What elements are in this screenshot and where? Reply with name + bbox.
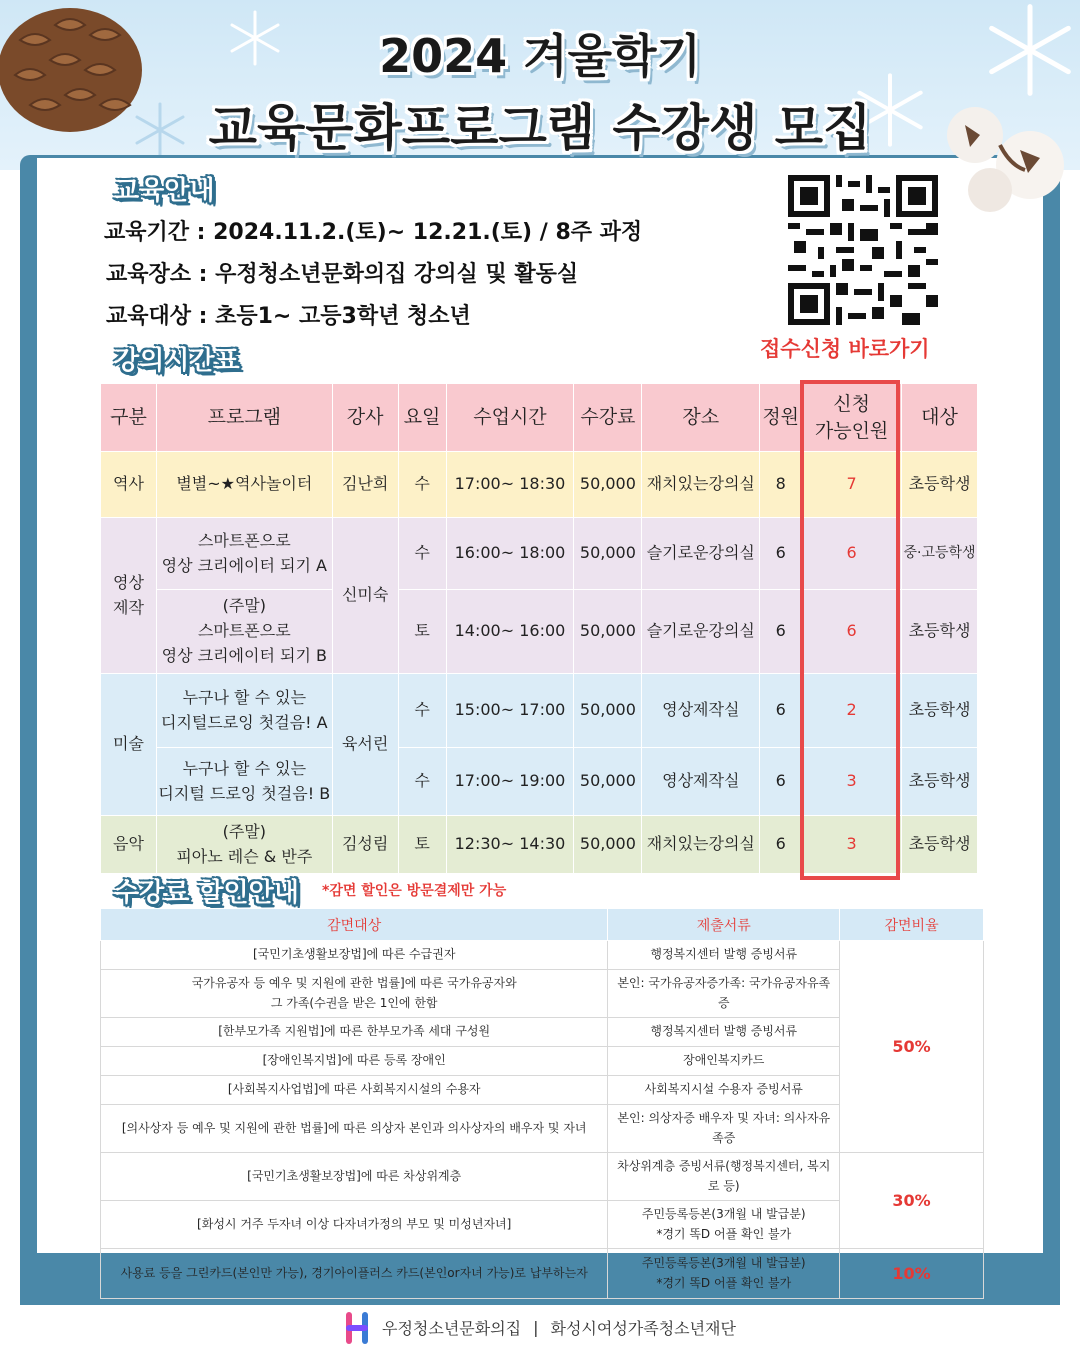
- day-cell: 수: [398, 518, 446, 590]
- column-header: 감면대상: [101, 909, 608, 941]
- column-header: 신청 가능인원: [802, 384, 902, 452]
- discount-docs-cell: 본인: 의상자증 배우자 및 자녀: 의사자유 족증: [608, 1105, 840, 1153]
- capacity-cell: 6: [760, 748, 802, 816]
- fee-cell: 50,000: [574, 452, 642, 518]
- available-cell: 6: [802, 518, 902, 590]
- footer-org2: 화성시여성가족청소년재단: [550, 1319, 736, 1338]
- discount-note: *감면 할인은 방문결제만 가능: [322, 883, 507, 899]
- table-row: [101, 1153, 984, 1201]
- column-header: 구분: [101, 384, 157, 452]
- available-cell: 3: [802, 748, 902, 816]
- discount-docs-cell: 주민등록등본(3개월 내 발급분) *경기 똑D 어플 확인 불가: [608, 1201, 840, 1249]
- capacity-cell: 6: [760, 674, 802, 748]
- discount-docs-cell: 주민등록등본(3개월 내 발급분) *경기 똑D 어플 확인 불가: [608, 1249, 840, 1299]
- time-cell: 12:30~ 14:30: [446, 816, 574, 874]
- discount-rate-cell: 50%: [840, 941, 984, 1153]
- teacher-cell: 김난희: [332, 452, 398, 518]
- capacity-cell: 8: [760, 452, 802, 518]
- place-cell: 영상제작실: [642, 674, 760, 748]
- fee-cell: 50,000: [574, 518, 642, 590]
- program-cell: (주말) 피아노 레슨 & 반주: [156, 816, 332, 874]
- qr-code[interactable]: [788, 175, 938, 325]
- program-cell: 누구나 할 수 있는 디지털드로잉 첫걸음! A: [156, 674, 332, 748]
- program-cell: 누구나 할 수 있는 디지털 드로잉 첫걸음! B: [156, 748, 332, 816]
- table-row: [101, 816, 978, 874]
- place-cell: 슬기로운강의실: [642, 590, 760, 674]
- target-cell: 초등학생: [902, 748, 978, 816]
- available-cell: 3: [802, 816, 902, 874]
- discount-heading: 수강료 할인안내: [114, 878, 299, 908]
- teacher-cell: 김성림: [332, 816, 398, 874]
- footer-org1: 우정청소년문화의집: [382, 1319, 522, 1338]
- discount-target-cell: [화성시 거주 두자녀 이상 다자녀가정의 부모 및 미성년자녀]: [101, 1201, 608, 1249]
- target-cell: 초등학생: [902, 590, 978, 674]
- footer: [0, 1305, 1080, 1350]
- target-cell: 초등학생: [902, 674, 978, 748]
- target-cell: 중·고등학생: [902, 518, 978, 590]
- column-header: 정원: [760, 384, 802, 452]
- table-row: [101, 452, 978, 518]
- discount-docs-cell: 행정복지센터 발행 증빙서류: [608, 1018, 840, 1047]
- day-cell: 수: [398, 748, 446, 816]
- education-period: 교육기간 : 2024.11.2.(토)~ 12.21.(토) / 8주 과정: [104, 220, 643, 245]
- table-header-row: [101, 384, 978, 452]
- place-cell: 슬기로운강의실: [642, 518, 760, 590]
- column-header: 감면비율: [840, 909, 984, 941]
- place-cell: 영상제작실: [642, 748, 760, 816]
- program-cell: 스마트폰으로 영상 크리에이터 되기 A: [156, 518, 332, 590]
- time-cell: 17:00~ 19:00: [446, 748, 574, 816]
- discount-target-cell: [사회복지사업법]에 따른 사회복지시설의 수용자: [101, 1076, 608, 1105]
- day-cell: 수: [398, 674, 446, 748]
- place-cell: 재치있는강의실: [642, 816, 760, 874]
- capacity-cell: 6: [760, 518, 802, 590]
- column-header: 강사: [332, 384, 398, 452]
- day-cell: 수: [398, 452, 446, 518]
- schedule-heading: 강의시간표: [114, 346, 240, 376]
- apply-link[interactable]: 접수신청 바로가기: [760, 337, 930, 361]
- discount-target-cell: [장애인복지법]에 따른 등록 장애인: [101, 1047, 608, 1076]
- foundation-logo-icon: [344, 1312, 370, 1344]
- program-cell: 별별~★역사놀이터: [156, 452, 332, 518]
- program-cell: (주말) 스마트폰으로 영상 크리에이터 되기 B: [156, 590, 332, 674]
- available-cell: 2: [802, 674, 902, 748]
- discount-rate-cell: 10%: [840, 1249, 984, 1299]
- time-cell: 14:00~ 16:00: [446, 590, 574, 674]
- fee-cell: 50,000: [574, 590, 642, 674]
- table-row: [101, 590, 978, 674]
- page-title-line2: 교육문화프로그램 수강생 모집: [208, 99, 872, 157]
- education-info-heading: 교육안내: [114, 176, 215, 206]
- column-header: 프로그램: [156, 384, 332, 452]
- discount-docs-cell: 차상위계층 증빙서류(행정복지센터, 복지 로 등): [608, 1153, 840, 1201]
- education-target: 교육대상 : 초등1~ 고등3학년 청소년: [106, 304, 471, 329]
- schedule-table: [100, 383, 978, 874]
- available-cell: 6: [802, 590, 902, 674]
- discount-docs-cell: 사회복지시설 수용자 증빙서류: [608, 1076, 840, 1105]
- discount-target-cell: [의사상자 등 예우 및 지원에 관한 법률]에 따른 의상자 본인과 의사상자의 배우자 및 자녀: [101, 1105, 608, 1153]
- discount-target-cell: [국민기초생활보장법]에 따른 차상위계층: [101, 1153, 608, 1201]
- discount-docs-cell: 장애인복지카드: [608, 1047, 840, 1076]
- column-header: 수업시간: [446, 384, 574, 452]
- table-row: [101, 674, 978, 748]
- time-cell: 15:00~ 17:00: [446, 674, 574, 748]
- column-header: 장소: [642, 384, 760, 452]
- place-cell: 재치있는강의실: [642, 452, 760, 518]
- capacity-cell: 6: [760, 590, 802, 674]
- category-cell: 음악: [101, 816, 157, 874]
- page-title-line1: 2024 겨울학기: [379, 29, 701, 83]
- discount-docs-cell: 본인: 국가유공자증가족: 국가유공자유족 증: [608, 970, 840, 1018]
- category-cell: 영상 제작: [101, 518, 157, 674]
- column-header: 대상: [902, 384, 978, 452]
- fee-cell: 50,000: [574, 816, 642, 874]
- table-row: [101, 1249, 984, 1299]
- discount-target-cell: 사용료 등을 그린카드(본인만 가능), 경기아이플러스 카드(본인or자녀 가능)로 납부하는자: [101, 1249, 608, 1299]
- table-row: [101, 941, 984, 970]
- target-cell: 초등학생: [902, 816, 978, 874]
- discount-docs-cell: 행정복지센터 발행 증빙서류: [608, 941, 840, 970]
- capacity-cell: 6: [760, 816, 802, 874]
- table-row: [101, 748, 978, 816]
- education-location: 교육장소 : 우정청소년문화의집 강의실 및 활동실: [106, 262, 579, 287]
- time-cell: 17:00~ 18:30: [446, 452, 574, 518]
- discount-target-cell: [한부모가족 지원법]에 따른 한부모가족 세대 구성원: [101, 1018, 608, 1047]
- discount-target-cell: 국가유공자 등 예우 및 지원에 관한 법률]에 따른 국가유공자와 그 가족(수권을 받은 1인에 한함: [101, 970, 608, 1018]
- column-header: 요일: [398, 384, 446, 452]
- column-header: 수강료: [574, 384, 642, 452]
- teacher-cell: 신미숙: [332, 518, 398, 674]
- available-cell: 7: [802, 452, 902, 518]
- footer-separator: |: [533, 1318, 539, 1337]
- category-cell: 미술: [101, 674, 157, 816]
- teacher-cell: 육서린: [332, 674, 398, 816]
- fee-cell: 50,000: [574, 674, 642, 748]
- time-cell: 16:00~ 18:00: [446, 518, 574, 590]
- column-header: 제출서류: [608, 909, 840, 941]
- discount-table: [100, 908, 984, 1299]
- target-cell: 초등학생: [902, 452, 978, 518]
- fee-cell: 50,000: [574, 748, 642, 816]
- day-cell: 토: [398, 816, 446, 874]
- table-row: [101, 518, 978, 590]
- day-cell: 토: [398, 590, 446, 674]
- discount-target-cell: [국민기초생활보장법]에 따른 수급권자: [101, 941, 608, 970]
- category-cell: 역사: [101, 452, 157, 518]
- discount-rate-cell: 30%: [840, 1153, 984, 1249]
- table-header-row: [101, 909, 984, 941]
